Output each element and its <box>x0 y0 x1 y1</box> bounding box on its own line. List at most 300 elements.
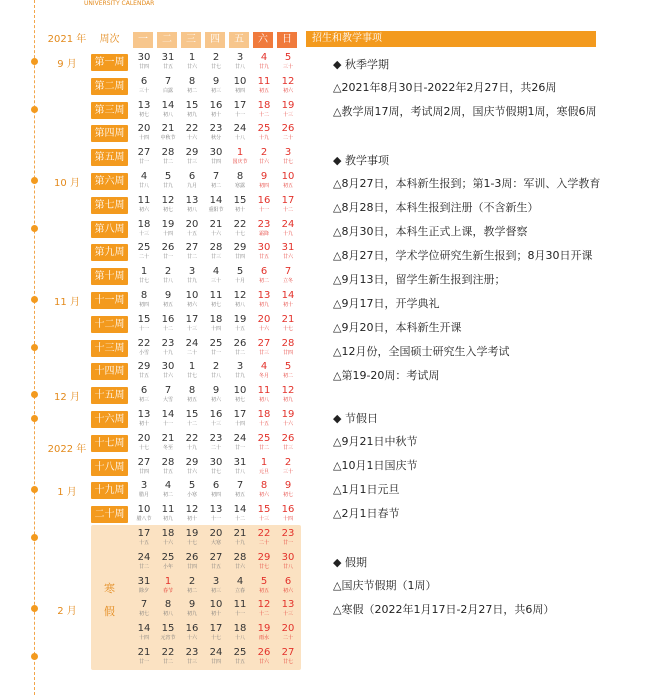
timeline-dot <box>31 296 38 303</box>
day-number: 20 <box>281 623 295 635</box>
day-number: 3 <box>140 480 148 492</box>
timeline-dot <box>31 486 38 493</box>
winter-label-2: 假 <box>104 605 115 618</box>
lunar-label: 初八 <box>162 611 173 618</box>
lunar-label: 廿七 <box>210 468 221 475</box>
day-number: 20 <box>185 218 199 230</box>
calendar-day <box>228 433 252 457</box>
lunar-label: 十五 <box>138 540 149 546</box>
lunar-label: 秋分 <box>210 135 221 142</box>
day-header-tue: 二 <box>157 32 177 48</box>
calendar-day <box>204 219 228 243</box>
lunar-label: 十一 <box>234 611 245 618</box>
lunar-label: 十四 <box>138 135 149 142</box>
section-item: △9月20日，本科新生开课 <box>333 320 462 334</box>
day-number: 21 <box>161 123 175 135</box>
day-number: 8 <box>260 480 268 492</box>
day-number: 2 <box>212 52 220 63</box>
day-number: 1 <box>260 456 268 468</box>
lunar-label: 初九 <box>258 302 269 308</box>
day-number: 15 <box>233 194 247 206</box>
timeline-dot <box>31 344 38 351</box>
lunar-label: 初四 <box>138 302 149 308</box>
lunar-label: 廿七 <box>186 373 197 380</box>
day-number: 16 <box>161 313 175 325</box>
lunar-label: 初十 <box>234 206 245 213</box>
day-number: 8 <box>188 75 196 87</box>
day-number: 16 <box>209 99 223 111</box>
day-number: 13 <box>281 599 295 611</box>
calendar-day <box>252 504 276 528</box>
calendar-day <box>204 338 228 362</box>
lunar-label: 初十 <box>186 516 197 523</box>
day-number: 30 <box>161 361 175 373</box>
lunar-label: 廿一 <box>234 444 245 451</box>
lunar-label: 初三 <box>210 87 221 94</box>
lunar-label: 小年 <box>162 563 173 570</box>
calendar-day <box>180 242 204 266</box>
day-number: 10 <box>281 171 295 182</box>
calendar-day <box>276 409 300 433</box>
day-number: 30 <box>257 242 271 254</box>
lunar-label: 十二 <box>234 516 245 523</box>
section-title: ◆ 教学事项 <box>333 154 389 167</box>
lunar-label: 十二 <box>282 206 293 213</box>
day-number: 9 <box>284 480 292 492</box>
calendar-day <box>156 52 180 76</box>
day-number: 3 <box>212 575 220 587</box>
lunar-label: 十四 <box>282 516 293 523</box>
lunar-label: 初三 <box>138 397 149 404</box>
calendar-day <box>276 361 300 385</box>
top-cut-text: UNIVERSITY CALENDAR <box>84 0 155 7</box>
day-number: 10 <box>209 599 223 611</box>
lunar-label: 十六 <box>162 540 173 546</box>
calendar-day <box>276 52 300 76</box>
lunar-label: 三十 <box>210 278 221 285</box>
day-number: 8 <box>164 599 172 611</box>
day-number: 18 <box>209 313 223 325</box>
year-2022-label: 2022 年 <box>47 444 87 455</box>
calendar-day <box>252 647 276 671</box>
calendar-day <box>204 576 228 600</box>
week-label: 二十周 <box>91 506 128 523</box>
day-number: 29 <box>257 551 271 563</box>
lunar-label: 廿五 <box>234 659 245 665</box>
day-number: 27 <box>137 147 151 159</box>
lunar-label: 十二 <box>186 421 197 427</box>
calendar-day <box>228 76 252 100</box>
lunar-label: 廿五 <box>210 563 221 570</box>
lunar-label: 初五 <box>234 492 245 499</box>
lunar-label: 初十 <box>138 421 149 427</box>
calendar-day <box>132 100 156 124</box>
day-number: 18 <box>161 528 175 539</box>
lunar-label: 初五 <box>258 587 269 594</box>
calendar-day <box>276 147 300 171</box>
calendar-day <box>132 195 156 219</box>
calendar-day <box>228 361 252 385</box>
day-number: 10 <box>233 75 247 87</box>
calendar-day <box>180 504 204 528</box>
section-item: △9月21日中秋节 <box>333 434 418 448</box>
calendar-day <box>156 147 180 171</box>
calendar-day <box>180 290 204 314</box>
lunar-label: 廿一 <box>138 159 149 166</box>
day-number: 28 <box>233 551 247 563</box>
calendar-day <box>204 385 228 409</box>
calendar-day <box>252 147 276 171</box>
day-number: 26 <box>257 647 271 658</box>
calendar-day <box>276 528 300 552</box>
day-number: 28 <box>209 242 223 254</box>
calendar-day <box>204 433 228 457</box>
calendar-day <box>132 576 156 600</box>
lunar-label: 腊八节 <box>136 516 152 523</box>
calendar-day <box>156 338 180 362</box>
calendar-day <box>180 266 204 290</box>
section-item: △8月27日，学术学位研究生新生报到；8月30日开课 <box>333 248 593 262</box>
lunar-label: 十三 <box>258 516 269 523</box>
lunar-label: 十一 <box>258 206 269 213</box>
day-number: 21 <box>233 528 247 539</box>
day-number: 14 <box>161 99 175 111</box>
calendar-day <box>228 52 252 76</box>
day-number: 18 <box>233 623 247 635</box>
calendar-day <box>252 576 276 600</box>
day-number: 23 <box>257 218 271 230</box>
lunar-label: 小寒 <box>186 492 197 499</box>
day-number: 6 <box>284 575 292 587</box>
section-item: △8月28日，本科生报到注册（不含新生） <box>333 200 539 214</box>
lunar-label: 中秋节 <box>160 135 176 142</box>
calendar-day <box>252 599 276 623</box>
calendar-day <box>204 266 228 290</box>
calendar-day <box>156 100 180 124</box>
lunar-label: 廿八 <box>162 278 173 285</box>
calendar-day <box>180 100 204 124</box>
day-number: 22 <box>257 528 271 539</box>
timeline-dot <box>31 177 38 184</box>
timeline-dot <box>31 58 38 65</box>
day-number: 9 <box>188 599 196 611</box>
calendar-day <box>132 433 156 457</box>
day-number: 22 <box>137 337 151 349</box>
lunar-label: 三十 <box>138 87 149 94</box>
lunar-label: 初四 <box>258 183 269 189</box>
day-number: 3 <box>188 266 196 278</box>
calendar-day <box>156 361 180 385</box>
day-number: 28 <box>161 147 175 159</box>
calendar-day <box>228 623 252 647</box>
day-number: 6 <box>188 171 196 182</box>
day-number: 5 <box>164 171 172 182</box>
calendar-day <box>132 504 156 528</box>
day-number: 2 <box>164 266 172 278</box>
calendar-day <box>132 52 156 76</box>
day-number: 16 <box>281 504 295 516</box>
week-label: 第五周 <box>91 149 128 166</box>
calendar-day <box>132 171 156 195</box>
lunar-label: 九月 <box>186 183 197 189</box>
day-number: 7 <box>164 385 172 397</box>
calendar-day <box>228 290 252 314</box>
lunar-label: 立春 <box>234 587 245 594</box>
day-number: 29 <box>185 456 199 468</box>
day-number: 5 <box>284 52 292 63</box>
day-number: 4 <box>212 266 220 278</box>
day-number: 10 <box>137 504 151 516</box>
day-number: 4 <box>236 575 244 587</box>
day-number: 27 <box>209 551 223 563</box>
lunar-label: 初五 <box>282 183 293 189</box>
calendar-day <box>228 100 252 124</box>
lunar-label: 立冬 <box>282 278 293 285</box>
lunar-label: 初三 <box>210 587 221 594</box>
lunar-label: 廿二 <box>162 659 173 665</box>
calendar-day <box>180 123 204 147</box>
day-number: 24 <box>209 647 223 658</box>
day-number: 25 <box>257 123 271 135</box>
day-number: 20 <box>209 528 223 539</box>
section-item: △国庆节假期（1周） <box>333 578 437 592</box>
day-number: 15 <box>185 99 199 111</box>
calendar-day <box>252 409 276 433</box>
lunar-label: 廿四 <box>138 64 149 70</box>
calendar-day <box>156 76 180 100</box>
lunar-label: 十九 <box>258 135 269 142</box>
day-number: 2 <box>188 575 196 587</box>
calendar-day <box>180 338 204 362</box>
week-label: 第四周 <box>91 125 128 142</box>
timeline-dot <box>31 106 38 113</box>
lunar-label: 十七 <box>234 230 245 237</box>
calendar-day <box>252 361 276 385</box>
lunar-label: 初九 <box>186 111 197 118</box>
calendar-day <box>180 171 204 195</box>
calendar-day <box>228 147 252 171</box>
calendar-day <box>228 195 252 219</box>
lunar-label: 小雪 <box>138 349 149 356</box>
calendar-day <box>156 123 180 147</box>
calendar-day <box>276 171 300 195</box>
calendar-day <box>252 385 276 409</box>
day-number: 12 <box>233 290 247 301</box>
calendar-day <box>204 623 228 647</box>
calendar-day <box>180 52 204 76</box>
lunar-label: 初四 <box>234 87 245 94</box>
day-number: 3 <box>284 147 292 159</box>
lunar-label: 初十 <box>210 111 221 118</box>
lunar-label: 初七 <box>282 492 293 499</box>
lunar-label: 初二 <box>282 373 293 380</box>
month-label: 11 月 <box>54 297 80 308</box>
lunar-label: 大寒 <box>210 540 221 546</box>
lunar-label: 三十 <box>282 64 293 70</box>
lunar-label: 廿八 <box>234 64 245 70</box>
calendar-day <box>204 52 228 76</box>
day-number: 2 <box>212 361 220 373</box>
calendar-day <box>156 623 180 647</box>
day-number: 24 <box>233 123 247 135</box>
calendar-day <box>252 290 276 314</box>
lunar-label: 十七 <box>282 325 293 332</box>
day-header-sun: 日 <box>277 32 297 48</box>
calendar-day <box>276 266 300 290</box>
calendar-day <box>180 480 204 504</box>
lunar-label: 二十 <box>282 135 293 142</box>
calendar-day <box>156 552 180 576</box>
day-header-sat: 六 <box>253 32 273 48</box>
lunar-label: 十四 <box>138 635 149 642</box>
calendar-day <box>180 219 204 243</box>
calendar-day <box>252 195 276 219</box>
day-number: 2 <box>260 147 268 159</box>
week-label: 第一周 <box>91 54 128 71</box>
calendar-day <box>204 457 228 481</box>
lunar-label: 十七 <box>138 444 149 451</box>
day-number: 10 <box>185 290 199 301</box>
week-label: 十四周 <box>91 363 128 380</box>
calendar-day <box>180 147 204 171</box>
lunar-label: 十六 <box>186 135 197 142</box>
lunar-label: 廿八 <box>138 183 149 189</box>
day-number: 15 <box>137 313 151 325</box>
day-number: 10 <box>233 385 247 397</box>
calendar-day <box>204 480 228 504</box>
day-number: 20 <box>137 432 151 444</box>
calendar-day <box>132 76 156 100</box>
section-item: △8月30日，本科生正式上课，教学督察 <box>333 224 528 238</box>
day-number: 18 <box>257 409 271 420</box>
calendar-day <box>228 171 252 195</box>
day-number: 22 <box>185 432 199 444</box>
section-item: △第19-20周：考试周 <box>333 368 440 382</box>
day-number: 19 <box>185 528 199 539</box>
day-number: 14 <box>161 409 175 420</box>
day-number: 3 <box>236 52 244 63</box>
lunar-label: 二十 <box>258 540 269 546</box>
day-number: 12 <box>281 75 295 87</box>
day-number: 13 <box>137 409 151 420</box>
day-number: 11 <box>233 599 247 611</box>
day-number: 30 <box>137 52 151 63</box>
lunar-label: 十九 <box>186 444 197 451</box>
lunar-label: 廿三 <box>210 254 221 261</box>
timeline-dot <box>31 653 38 660</box>
calendar-day <box>156 433 180 457</box>
lunar-label: 廿七 <box>258 563 269 570</box>
lunar-label: 十三 <box>186 325 197 332</box>
calendar-day <box>132 409 156 433</box>
day-number: 16 <box>257 194 271 206</box>
lunar-label: 初四 <box>210 492 221 499</box>
day-number: 15 <box>257 504 271 516</box>
lunar-label: 十二 <box>258 611 269 618</box>
lunar-label: 廿九 <box>234 373 245 380</box>
section-item: △9月17日，开学典礼 <box>333 296 440 310</box>
day-number: 21 <box>281 313 295 325</box>
day-number: 31 <box>281 242 295 254</box>
calendar-day <box>180 457 204 481</box>
lunar-label: 廿五 <box>138 373 149 380</box>
month-label: 1 月 <box>57 487 77 499</box>
day-number: 20 <box>257 313 271 325</box>
calendar-day <box>276 552 300 576</box>
lunar-label: 廿九 <box>258 64 269 70</box>
lunar-label: 廿六 <box>234 563 245 570</box>
day-number: 6 <box>140 75 148 87</box>
day-number: 14 <box>233 504 247 516</box>
lunar-label: 初六 <box>210 397 221 404</box>
lunar-label: 廿三 <box>258 349 269 356</box>
lunar-label: 十七 <box>186 540 197 546</box>
lunar-label: 初二 <box>210 183 221 189</box>
day-number: 12 <box>281 385 295 397</box>
day-number: 11 <box>257 75 271 87</box>
calendar-day <box>204 647 228 671</box>
lunar-label: 廿八 <box>234 468 245 475</box>
calendar-day <box>132 528 156 552</box>
calendar-day <box>180 528 204 552</box>
day-number: 29 <box>233 242 247 254</box>
lunar-label: 十四 <box>210 325 221 332</box>
day-number: 15 <box>161 623 175 635</box>
lunar-label: 初九 <box>162 516 173 523</box>
calendar-day <box>204 242 228 266</box>
day-number: 11 <box>137 194 151 206</box>
day-number: 31 <box>137 575 151 587</box>
calendar-day <box>180 361 204 385</box>
week-label: 十八周 <box>91 459 128 476</box>
day-number: 16 <box>209 409 223 420</box>
lunar-label: 三十 <box>282 468 293 475</box>
lunar-label: 初八 <box>258 397 269 404</box>
day-number: 2 <box>284 456 292 468</box>
lunar-label: 十六 <box>258 325 269 332</box>
calendar-day <box>156 528 180 552</box>
lunar-label: 初七 <box>162 206 173 213</box>
day-number: 12 <box>185 504 199 516</box>
calendar-day <box>180 433 204 457</box>
day-number: 5 <box>284 361 292 373</box>
week-label: 十七周 <box>91 435 128 452</box>
day-number: 17 <box>185 313 199 325</box>
day-number: 30 <box>209 147 223 159</box>
day-number: 17 <box>137 528 151 539</box>
week-label: 周次 <box>99 34 120 45</box>
day-number: 8 <box>140 290 148 301</box>
lunar-label: 白露 <box>162 87 173 94</box>
calendar-day <box>276 480 300 504</box>
calendar-day <box>276 195 300 219</box>
day-number: 17 <box>233 99 247 111</box>
day-number: 13 <box>137 99 151 111</box>
lunar-label: 廿二 <box>186 254 197 261</box>
calendar-day <box>276 433 300 457</box>
day-number: 19 <box>257 623 271 635</box>
lunar-label: 元旦 <box>258 468 269 475</box>
lunar-label: 十七 <box>210 635 221 642</box>
day-number: 28 <box>161 456 175 468</box>
timeline-dot <box>31 605 38 612</box>
day-number: 5 <box>188 480 196 492</box>
calendar-day <box>180 314 204 338</box>
lunar-label: 初五 <box>162 302 173 308</box>
day-number: 7 <box>284 266 292 278</box>
calendar-day <box>132 457 156 481</box>
calendar-day <box>204 314 228 338</box>
